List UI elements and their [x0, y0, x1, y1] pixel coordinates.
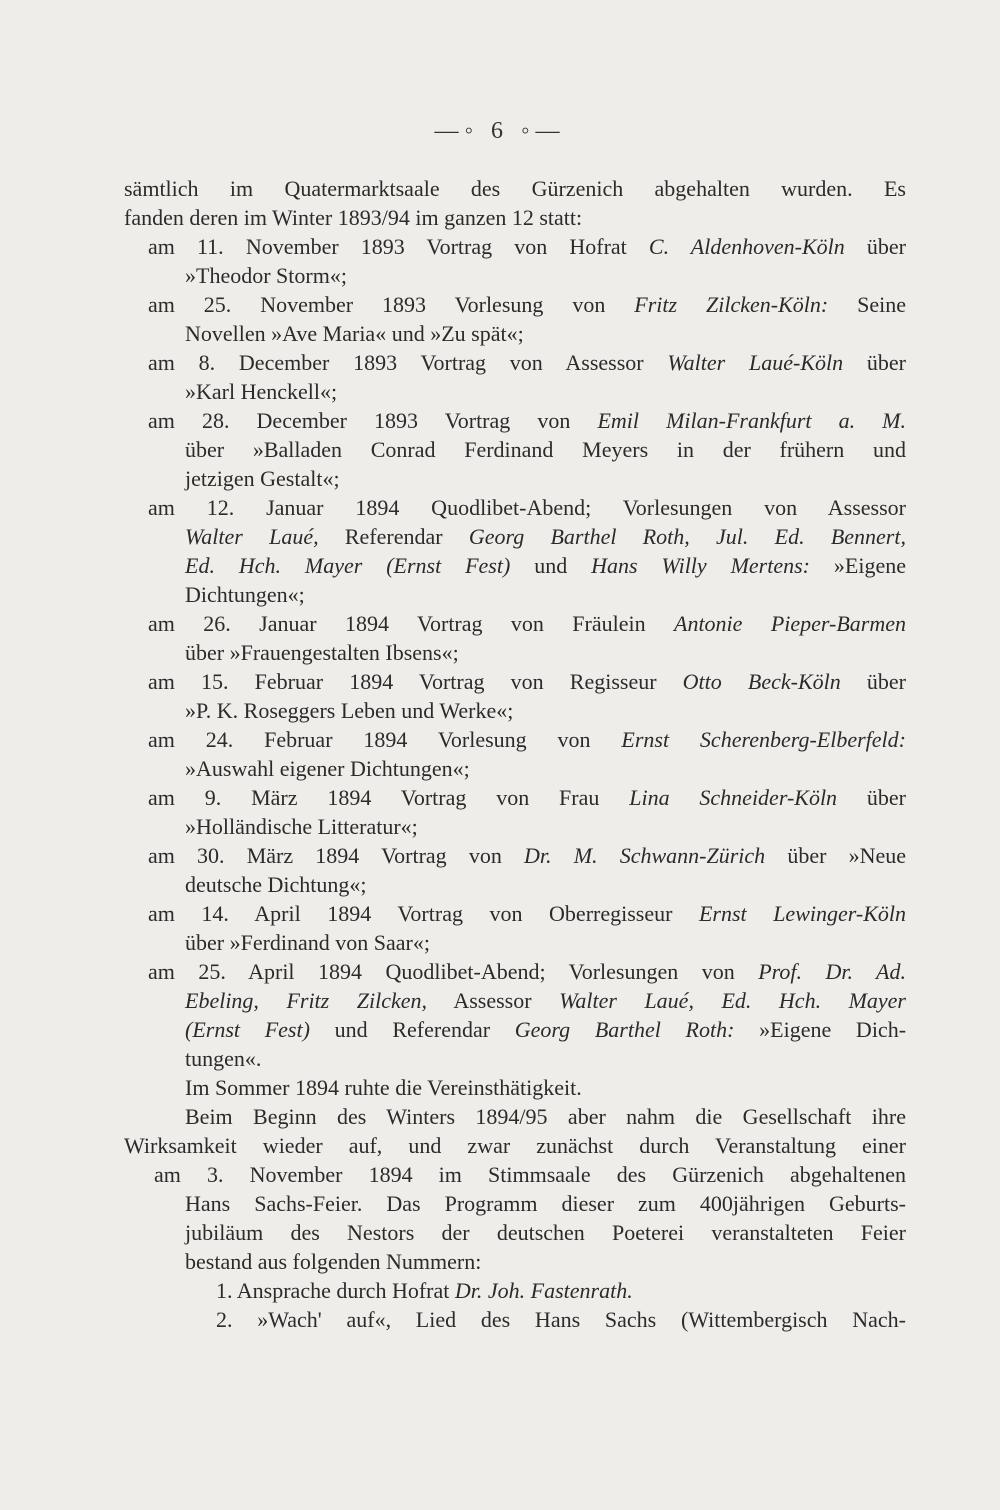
text-line: am 15. Februar 1894 Vortrag von Regisseur Otto Beck-Köln über: [148, 669, 906, 694]
text-line: über »Balladen Conrad Ferdinand Meyers in der frühern und: [185, 437, 906, 462]
text-line: am 9. März 1894 Vortrag von Frau Lina Schneider-Köln über: [148, 785, 906, 810]
text-line: am 26. Januar 1894 Vortrag von Fräulein Antonie Pieper-Barmen: [148, 611, 906, 636]
text-line: bestand aus folgenden Nummern:: [185, 1249, 482, 1274]
text-line: sämtlich im Quatermarktsaale des Gürzenich abgehalten wurden. Es: [124, 176, 906, 201]
text-line: Hans Sachs-Feier. Das Programm dieser zum 400jährigen Geburts-: [185, 1191, 906, 1216]
text-line: am 3. November 1894 im Stimmsaale des Gürzenich abgehaltenen: [154, 1162, 906, 1187]
text-line: Beim Beginn des Winters 1894/95 aber nahm die Gesellschaft ihre: [185, 1104, 906, 1129]
text-line: über »Frauengestalten Ibsens«;: [185, 640, 459, 665]
text-line: »Karl Henckell«;: [185, 379, 338, 404]
text-line: am 28. December 1893 Vortrag von Emil Milan-Frankfurt a. M.: [148, 408, 906, 433]
text-line: am 30. März 1894 Vortrag von Dr. M. Schwann-Zürich über »Neue: [148, 843, 906, 868]
text-line: Im Sommer 1894 ruhte die Vereinsthätigkeit.: [185, 1075, 582, 1100]
text-line: Novellen »Ave Maria« und »Zu spät«;: [185, 321, 524, 346]
text-line: »Theodor Storm«;: [185, 263, 347, 288]
body-text: [124, 174, 906, 1334]
text-line: Walter Laué, Referendar Georg Barthel Roth, Jul. Ed. Bennert,: [185, 524, 906, 549]
text-line: am 25. November 1893 Vorlesung von Fritz Zilcken-Köln: Seine: [148, 292, 906, 317]
text-line: Ebeling, Fritz Zilcken, Assessor Walter Laué, Ed. Hch. Mayer: [185, 988, 906, 1013]
text-line: am 12. Januar 1894 Quodlibet-Abend; Vorlesungen von Assessor: [148, 495, 906, 520]
text-line: »Holländische Litteratur«;: [185, 814, 418, 839]
text-line: 1. Ansprache durch Hofrat Dr. Joh. Fastenrath.: [216, 1278, 633, 1303]
text-line: Dichtungen«;: [185, 582, 305, 607]
text-line: 2. »Wach' auf«, Lied des Hans Sachs (Wittembergisch Nach-: [216, 1307, 906, 1332]
text-line: Wirksamkeit wieder auf, und zwar zunächst durch Veranstaltung einer: [124, 1133, 906, 1158]
text-line: »Auswahl eigener Dichtungen«;: [185, 756, 470, 781]
text-line: am 8. December 1893 Vortrag von Assessor Walter Laué-Köln über: [148, 350, 906, 375]
page-number-header: —◦ 6 ◦—: [434, 118, 566, 144]
text-line: am 11. November 1893 Vortrag von Hofrat C. Aldenhoven-Köln über: [148, 234, 906, 259]
text-line: am 24. Februar 1894 Vorlesung von Ernst Scherenberg-Elberfeld:: [148, 727, 906, 752]
text-line: am 25. April 1894 Quodlibet-Abend; Vorlesungen von Prof. Dr. Ad.: [148, 959, 906, 984]
text-line: jubiläum des Nestors der deutschen Poeterei veranstalteten Feier: [185, 1220, 906, 1245]
text-line: über »Ferdinand von Saar«;: [185, 930, 430, 955]
text-line: deutsche Dichtung«;: [185, 872, 367, 897]
text-line: (Ernst Fest) und Referendar Georg Barthel Roth: »Eigene Dich-: [185, 1017, 907, 1042]
text-line: »P. K. Roseggers Leben und Werke«;: [185, 698, 514, 723]
text-line: Ed. Hch. Mayer (Ernst Fest) und Hans Willy Mertens: »Eigene: [185, 553, 906, 578]
text-line: fanden deren im Winter 1893/94 im ganzen 12 statt:: [124, 205, 583, 230]
text-line: jetzigen Gestalt«;: [185, 466, 340, 491]
text-line: am 14. April 1894 Vortrag von Oberregisseur Ernst Lewinger-Köln: [148, 901, 906, 926]
text-line: tungen«.: [185, 1046, 262, 1071]
